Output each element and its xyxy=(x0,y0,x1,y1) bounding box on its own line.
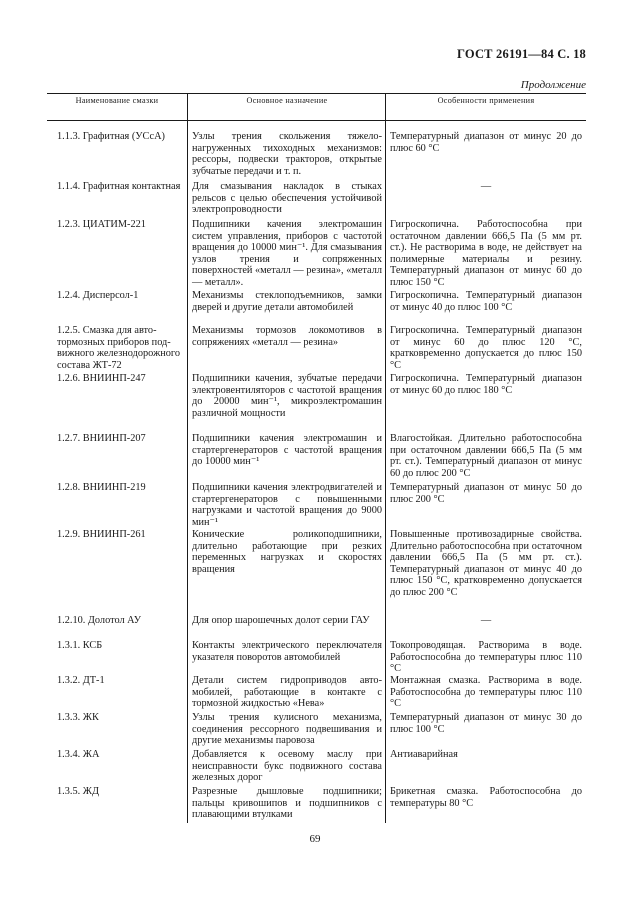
page-number: 69 xyxy=(309,833,321,845)
row-8-purpose: Подшипники качения электродвигателей и стартергенераторов с повышенными нагрузками и частотой вращения до 9000 мин⁻¹ xyxy=(192,482,382,528)
row-11-features: Токопроводящая. Растворима в воде. Работоспособна до температуры плюс 110 °С xyxy=(390,640,582,675)
column-divider-2 xyxy=(385,93,386,823)
row-13-features: Температурный диапазон от минус 30 до плюс 100 °С xyxy=(390,712,582,735)
row-8-features: Температурный диапазон от минус 50 до плюс 200 °С xyxy=(390,482,582,505)
row-1-purpose: Узлы трения скольжения тяжелонагруженных тихоходных механизмов: рессоры, подвески тракторов, открытые зубчатые передачи и т. п. xyxy=(192,131,382,177)
row-10-purpose: Для опор шарошечных долот серии ГАУ xyxy=(192,615,370,626)
row-3-purpose: Подшипники качения электромашин систем управления, приборов с частотой вращения до 10000 мин⁻¹. Для смазывания узлов трения и сопряженных поверхностей «металл — резина», «металл — металл». xyxy=(192,219,382,288)
row-9-name: 1.2.9. ВНИИНП-261 xyxy=(57,529,146,540)
row-11-name: 1.3.1. КСБ xyxy=(57,640,103,651)
row-11-purpose: Контакты электрического переключателя указателя поворотов автомобилей xyxy=(192,640,382,663)
row-5-purpose: Механизмы тормозов локомотивов в сопряжениях «металл — резина» xyxy=(192,325,382,348)
row-5-features: Гигроскопична. Температурный диапазон от минус 60 до плюс 120 °С, кратковременно допускается до плюс 150 °С xyxy=(390,325,582,371)
row-7-name: 1.2.7. ВНИИНП-207 xyxy=(57,433,146,444)
row-13-name: 1.3.3. ЖК xyxy=(57,712,99,723)
row-4-name: 1.2.4. Дисперсол-1 xyxy=(57,290,139,301)
row-9-purpose: Конические роликоподшипники, длительно работающие при резких переменных нагрузках и скоростях вращения xyxy=(192,529,382,575)
row-14-name: 1.3.4. ЖА xyxy=(57,749,100,760)
page-header-title: ГОСТ 26191—84 С. 18 xyxy=(457,47,586,61)
row-2-purpose: Для смазывания накладок в стыках рельсов с целью обеспечения устойчивой электропроводности xyxy=(192,181,382,216)
column-header-features: Особенности применения xyxy=(437,96,535,105)
row-6-purpose: Подшипники качения, зубчатые передачи электровентиляторов с частотой вращения до 20000 мин⁻¹, микроэлектромашин различной мощности xyxy=(192,373,382,419)
row-12-features: Монтажная смазка. Растворима в воде. Работоспособна до температуры плюс 110 °С xyxy=(390,675,582,710)
row-3-name: 1.2.3. ЦИАТИМ-221 xyxy=(57,219,146,230)
row-10-name: 1.2.10. Долотол АУ xyxy=(57,615,141,626)
row-15-name: 1.3.5. ЖД xyxy=(57,786,99,797)
row-7-purpose: Подшипники качения электромашин и стартергенераторов с частотой вращения до 10000 мин⁻¹ xyxy=(192,433,382,468)
table-header-rule xyxy=(47,120,586,121)
row-4-purpose: Механизмы стеклоподъемников, замки дверей и другие детали автомобилей xyxy=(192,290,382,313)
row-14-features: Антиаварийная xyxy=(390,749,458,760)
row-6-name: 1.2.6. ВНИИНП-247 xyxy=(57,373,146,384)
row-5-name: 1.2.5. Смазка для автотормозных приборов подвижного железнодорожного состава ЖТ-72 xyxy=(57,325,180,371)
row-1-name: 1.1.3. Графитная (УСсА) xyxy=(57,131,165,142)
row-1-features: Температурный диапазон от минус 20 до плюс 60 °С xyxy=(390,131,582,154)
table-top-rule xyxy=(47,93,586,94)
continuation-label: Продолжение xyxy=(520,79,586,91)
row-9-features: Повышенные противозадирные свойства. Длительно работоспособна при остаточном давлении 666,5 Па (5 мм рт. ст.). Температурный диапазон от минус 40 до плюс 150 °С, кратковременно допускается до плюс 200 °С xyxy=(390,529,582,598)
row-2-features: — xyxy=(480,181,492,192)
row-4-features: Гигроскопична. Температурный диапазон от минус 40 до плюс 100 °С xyxy=(390,290,582,313)
column-divider-1 xyxy=(187,93,188,823)
row-6-features: Гигроскопична. Температурный диапазон от минус 60 до плюс 180 °С xyxy=(390,373,582,396)
row-2-name: 1.1.4. Графитная контактная xyxy=(57,181,181,192)
row-3-features: Гигроскопична. Работоспособна при остаточном давлении 666,5 Па (5 мм рт. ст.). Не растворима в воде, не действует на полимерные материалы и резину. Температурный диапазон от минус 60 до плюс 150 °С xyxy=(390,219,582,288)
row-12-name: 1.3.2. ДТ-1 xyxy=(57,675,105,686)
row-15-purpose: Разрезные дышловые подшипники; пальцы кривошипов и подшипников с плавающими втулками xyxy=(192,786,382,821)
row-12-purpose: Детали систем гидроприводов автомобилей, работающие в контакте с тормозной жидкостью «Нева» xyxy=(192,675,382,710)
row-13-purpose: Узлы трения кулисного механизма, соединения рессорного подвешивания и другие механизмы паровоза xyxy=(192,712,382,747)
row-7-features: Влагостойкая. Длительно работоспособна при остаточном давлении 666,5 Па (5 мм рт. ст.). Температурный диапазон от минус 60 до плюс 200 °С xyxy=(390,433,582,479)
column-header-purpose: Основное назначение xyxy=(246,96,328,105)
row-10-features: — xyxy=(480,615,492,626)
row-8-name: 1.2.8. ВНИИНП-219 xyxy=(57,482,146,493)
row-15-features: Брикетная смазка. Работоспособна до температуры 80 °С xyxy=(390,786,582,809)
column-header-name: Наименование смазки xyxy=(75,96,159,105)
row-14-purpose: Добавляется к осевому маслу при неисправности букс подвижного состава железных дорог xyxy=(192,749,382,784)
